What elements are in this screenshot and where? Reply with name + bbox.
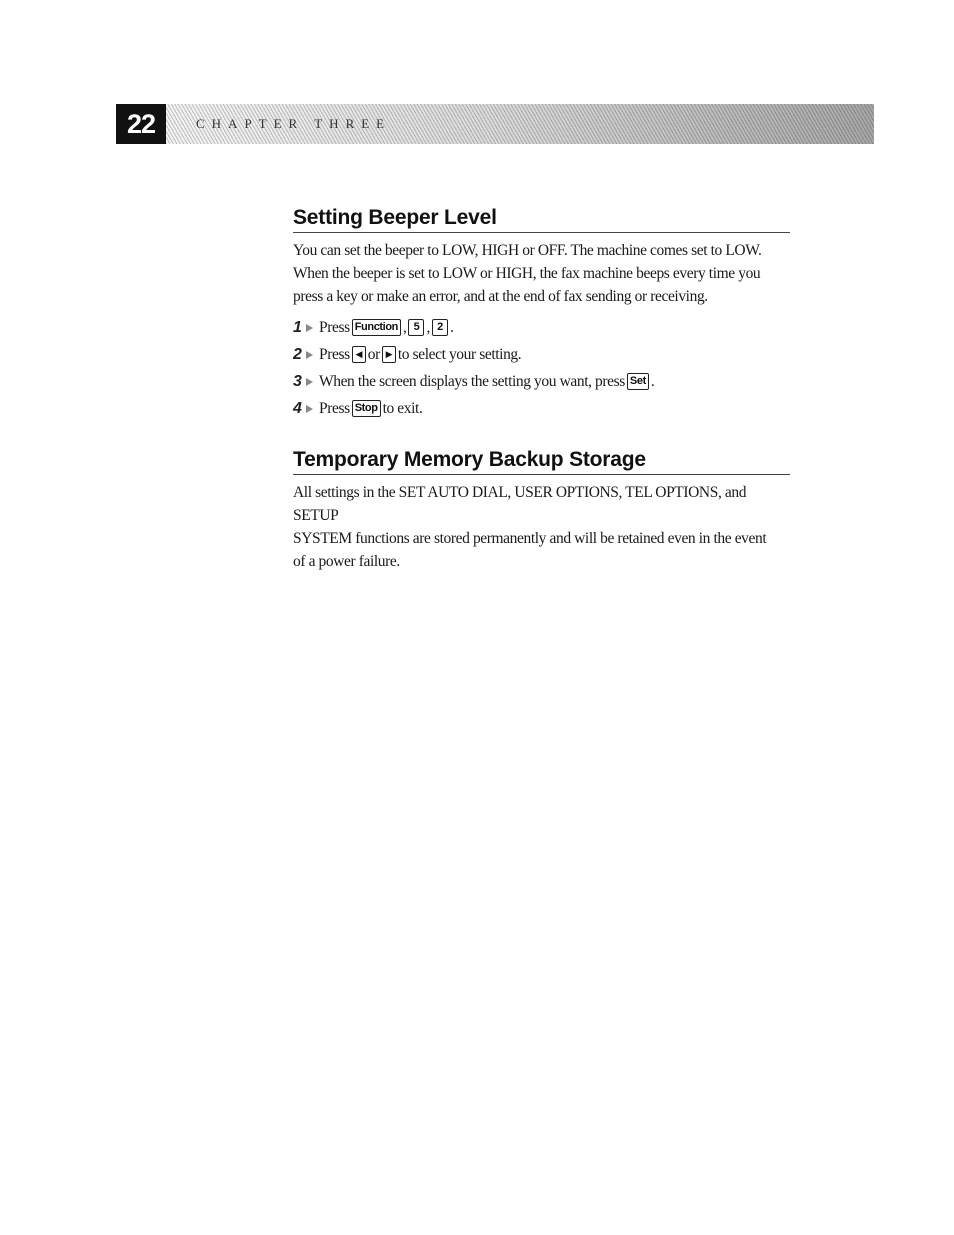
section-heading-memory-backup: Temporary Memory Backup Storage (293, 448, 790, 475)
key-2: 2 (432, 319, 448, 336)
chapter-banner (116, 104, 874, 144)
memory-backup-body (293, 481, 790, 573)
separator: , (402, 318, 407, 336)
body-line: of a power failure. (293, 553, 400, 570)
stop-key: Stop (352, 400, 381, 417)
chapter-label: CHAPTER THREE (196, 116, 392, 131)
main-content (293, 206, 790, 573)
step-number: 2 (293, 346, 319, 364)
chapter-bar (166, 104, 874, 144)
step-end: . (449, 318, 454, 336)
body-line: All settings in the SET AUTO DIAL, USER OPTIONS, TEL OPTIONS, and SETUP (293, 484, 747, 524)
step-text: to exit. (382, 399, 423, 417)
section-heading-beeper: Setting Beeper Level (293, 206, 790, 233)
step-number: 1 (293, 319, 319, 337)
step-number: 3 (293, 373, 319, 391)
step-text: When the screen displays the setting you want, press (319, 372, 625, 390)
function-key: Function (352, 319, 401, 336)
intro-line: press a key or make an error, and at the end of fax sending or receiving. (293, 288, 708, 305)
step-text: Press (319, 399, 350, 417)
intro-line: You can set the beeper to LOW, HIGH or OFF. The machine comes set to LOW. (293, 242, 762, 259)
left-arrow-icon: ◀ (352, 346, 366, 363)
step-number: 4 (293, 400, 319, 418)
intro-line: When the beeper is set to LOW or HIGH, the fax machine beeps every time you (293, 265, 761, 282)
step-end: . (650, 372, 655, 390)
step-text: Press (319, 318, 350, 336)
right-arrow-icon: ▶ (382, 346, 396, 363)
step-4 (293, 395, 790, 422)
beeper-intro (293, 239, 790, 308)
step-text: Press (319, 345, 350, 363)
set-key: Set (627, 373, 649, 390)
step-1 (293, 314, 790, 341)
beeper-steps (293, 314, 790, 422)
step-3 (293, 368, 790, 395)
page-number: 22 (116, 104, 166, 144)
separator: , (426, 318, 430, 336)
step-text: or (367, 345, 380, 363)
step-text: to select your setting. (397, 345, 522, 363)
key-5: 5 (408, 319, 424, 336)
step-2 (293, 341, 790, 368)
body-line: SYSTEM functions are stored permanently and will be retained even in the event (293, 530, 767, 547)
